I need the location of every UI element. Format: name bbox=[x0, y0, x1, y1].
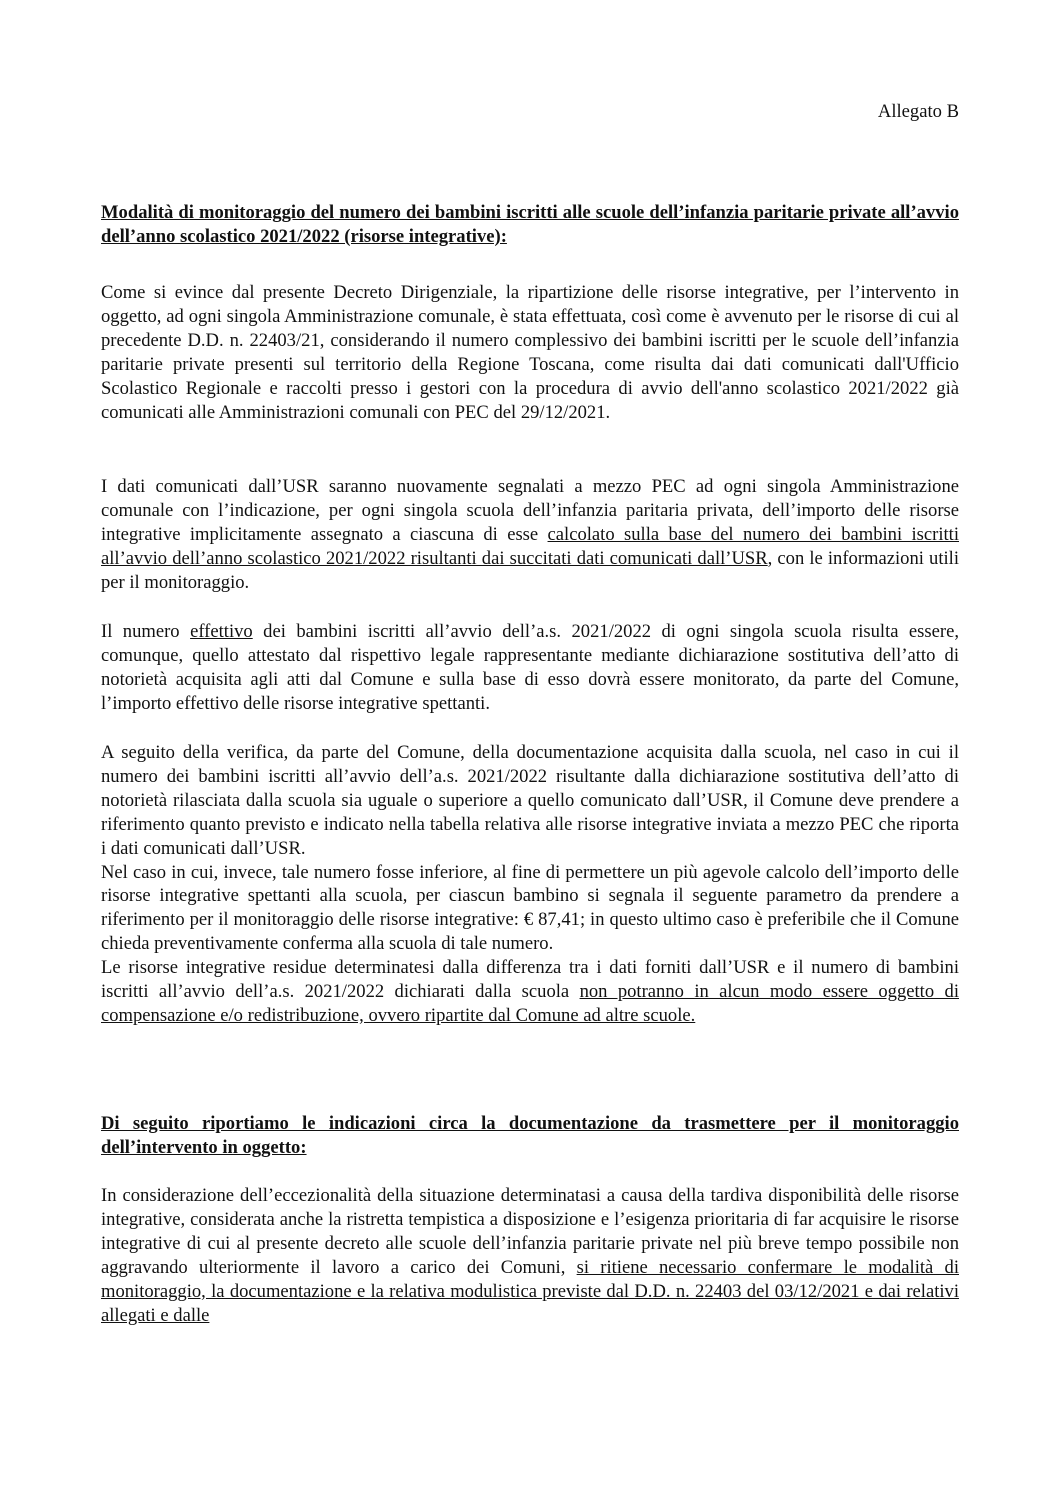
paragraph-text bbox=[101, 956, 959, 1028]
underlined-text: non potranno in alcun modo essere oggetto di compensazione e/o redistribuzione, ovvero ripartite dal Comune ad altre scuole. bbox=[101, 981, 959, 1026]
attachment-label: Allegato B bbox=[877, 101, 959, 122]
text-span: Le risorse integrative residue determinatesi dalla differenza tra i dati forniti dall’USR e il numero di bambini iscritti all’avvio dell’a.s. 2021/2022 dichiarati dalla scuola bbox=[101, 957, 959, 1003]
text-span: , con le informazioni utili per il monitoraggio. bbox=[101, 547, 959, 593]
text-span: In considerazione dell’eccezionalità della situazione determinatasi a causa della tardiva disponibilità delle risorse integrative, considerata anche la ristretta tempistica a disposizione e l’esigenza prioritaria di far acquisire le risorse integrative di cui al presente decreto alle scuole dell’infanzia paritarie private nel più breve tempo possibile non aggravando ulteriormente il lavoro a carico dei Comuni, bbox=[101, 1185, 959, 1278]
underlined-text: si ritiene necessario confermare le modalità di monitoraggio, la documentazione e la relativa modulistica previste dal D.D. n. 22403 del 03/12/2021 e dai relativi allegati e dalle bbox=[101, 1256, 959, 1326]
text-span: I dati comunicati dall’USR saranno nuovamente segnalati a mezzo PEC ad ogni singola Amministrazione comunale con l’indicazione, per ogni singola scuola dell’infanzia paritaria privata, dell’importo delle risorse integrative implicitamente assegnato a ciascuna di esse bbox=[101, 476, 959, 545]
paragraph-dati-usr bbox=[101, 475, 959, 595]
paragraph-text bbox=[101, 475, 959, 595]
text-span: dei bambini iscritti all’avvio dell’a.s. 2021/2022 di ogni singola scuola risulta essere, comunque, quello attestato dal rispettivo legale rappresentante mediante dichiarazione sostitutiva dell’atto di notorietà acquisita agli atti dal Comune e sulla base di esso dovrà essere monitorato, da parte del Comune, l’importo effettivo delle risorse integrative spettanti. bbox=[101, 621, 960, 714]
paragraph-verifica bbox=[101, 741, 959, 1028]
paragraph-text: Come si evince dal presente Decreto Dirigenziale, la ripartizione delle risorse integrative, per l’intervento in oggetto, ad ogni singola Amministrazione comunale, è stata effettuata, così come è avvenuto per le risorse di cui al precedente D.D. n. 22403/21, considerando il numero complessivo dei bambini iscritti per le scuole dell’infanzia paritarie private presenti sul territorio della Regione Toscana, come risulta dai dati comunicati dall'Ufficio Scolastico Regionale e raccolti presso i gestori con la procedura di avvio dell'anno scolastico 2021/2022 già comunicati alle Amministrazioni comunali con PEC del 29/12/2021. bbox=[101, 282, 959, 423]
section-heading-documentation bbox=[101, 1112, 959, 1160]
text-span: Il numero bbox=[101, 621, 191, 642]
paragraph-text bbox=[101, 1184, 959, 1327]
heading-text: Di seguito riportiamo le indicazioni circa la documentazione da trasmettere per il monitoraggio dell’intervento in oggetto: bbox=[101, 1113, 959, 1158]
paragraph-text: A seguito della verifica, da parte del Comune, della documentazione acquisita dalla scuola, nel caso in cui il numero dei bambini iscritti all’avvio dell’a.s. 2021/2022 risultante dalla dichiarazione sostitutiva dell’atto di notorietà rilasciata dalla scuola sia uguale o superiore a quello comunicato dall’USR, il Comune deve prendere a riferimento quanto previsto e indicato nella tabella relativa alle risorse integrative inviata a mezzo PEC che riporta i dati comunicati dall’USR. bbox=[101, 742, 959, 859]
paragraph-text: Nel caso in cui, invece, tale numero fosse inferiore, al fine di permettere un più agevole calcolo dell’importo delle risorse integrative spettanti alla scuola, per ciascun bambino si segnala il seguente parametro da prendere a riferimento per il monitoraggio delle risorse integrative: € 87,41; in questo ultimo caso è preferibile che il Comune chieda preventivamente conferma alla scuola di tale numero. bbox=[101, 861, 959, 955]
underlined-text: calcolato sulla base del numero dei bambini iscritti all’avvio dell’anno scolastico 2021/2022 risultanti dai succitati dati comunicati dall’USR bbox=[101, 523, 959, 569]
paragraph-text bbox=[101, 620, 959, 716]
section-heading-monitoring bbox=[101, 201, 959, 249]
paragraph-numero-effettivo bbox=[101, 620, 959, 716]
paragraph-eccezionalita bbox=[101, 1184, 959, 1327]
heading-text: Modalità di monitoraggio del numero dei bambini iscritti alle scuole dell’infanzia paritarie private all’avvio dell’anno scolastico 2021/2022 (risorse integrative): bbox=[101, 202, 959, 247]
paragraph-ripartizione bbox=[101, 281, 959, 424]
underlined-text: effettivo bbox=[190, 621, 253, 642]
